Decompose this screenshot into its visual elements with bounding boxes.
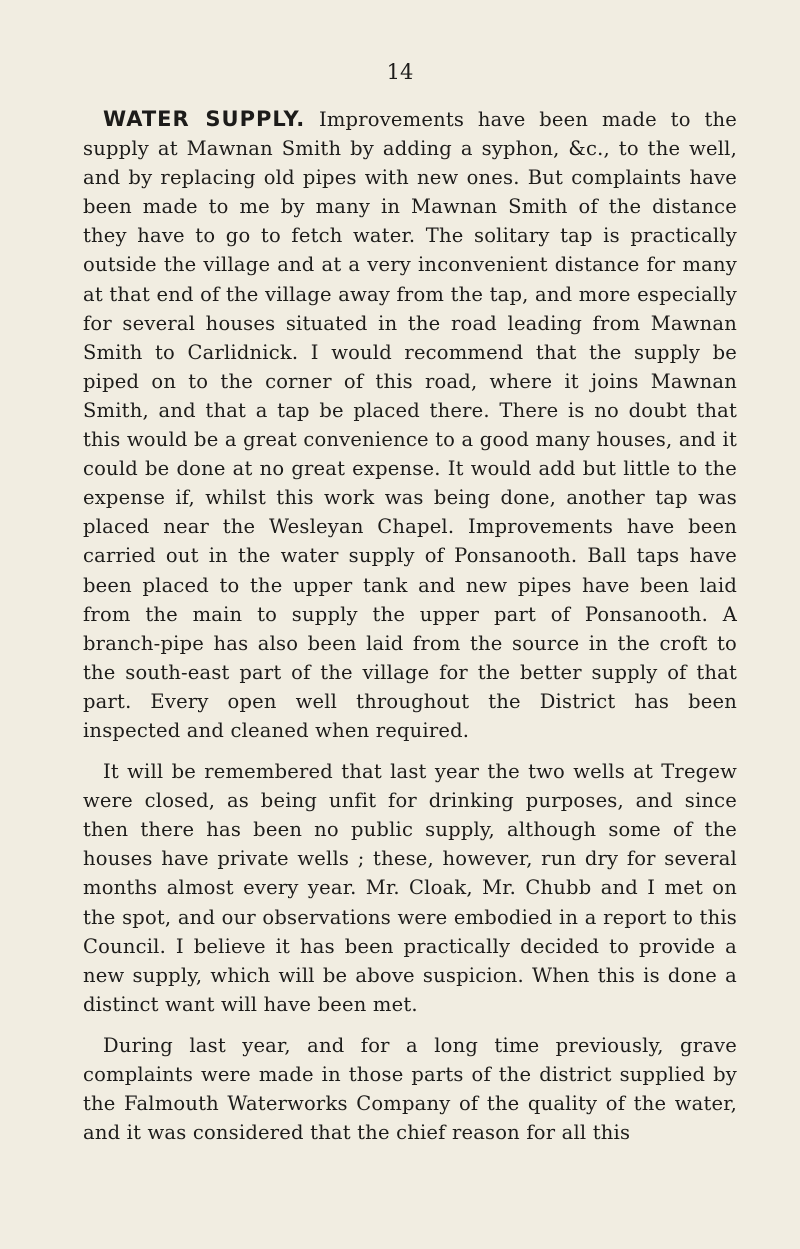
paragraph-falmouth-waterworks: During last year, and for a long time previously, grave complaints were made in those parts of the district supplied by the Falmouth Waterworks Company of the quality of the water, and it was considered that the chief reason for all this	[83, 1033, 737, 1145]
section-heading: WATER SUPPLY.	[103, 107, 306, 131]
page-number: 14	[386, 60, 414, 84]
paragraph-tregew: It will be remembered that last year the two wells at Tregew were closed, as being unfit for drinking purposes, and since then there has been no public supply, although some of the houses have private wells ; these, however, run dry for several months almost every year. Mr. Cloak, Mr. Chubb and I met on the spot, and our observations were embodied in a report to this Council. I believe it has been practically decided to provide a new supply, which will be above suspicion. When this is done a distinct want will have been met.	[83, 760, 737, 1016]
paragraph-water-supply	[83, 105, 737, 745]
paragraph-text: Improvements have been made to the supply at Mawnan Smith by adding a syphon, &c., to the well, and by replacing old pipes with new ones. But complaints have been made to me by many in Mawnan Smith of the distance they have to go to fetch water. The solitary tap is practically outside the village and at a very inconvenient distance for many at that end of the village away from the tap, and more especially for several houses situated in the road leading from Mawnan Smith to Carlidnick. I would recommend that the supply be piped on to the corner of this road, where it joins Mawnan Smith, and that a tap be placed there. There is no doubt that this would be a great convenience to a good many houses, and it could be done at no great expense. It would add but little to the expense if, whilst this work was being done, another tap was placed near the Wesleyan Chapel. Improvements have been carried out in the water supply of Ponsanooth. Ball taps have been placed to the upper tank and new pipes have been laid from the main to supply the upper part of Ponsanooth. A branch-pipe has also been laid from the source in the croft to the south-east part of the village for the better supply of that part. Every open well throughout the District has been inspected and cleaned when required.	[83, 108, 737, 742]
body-text	[83, 105, 737, 1147]
